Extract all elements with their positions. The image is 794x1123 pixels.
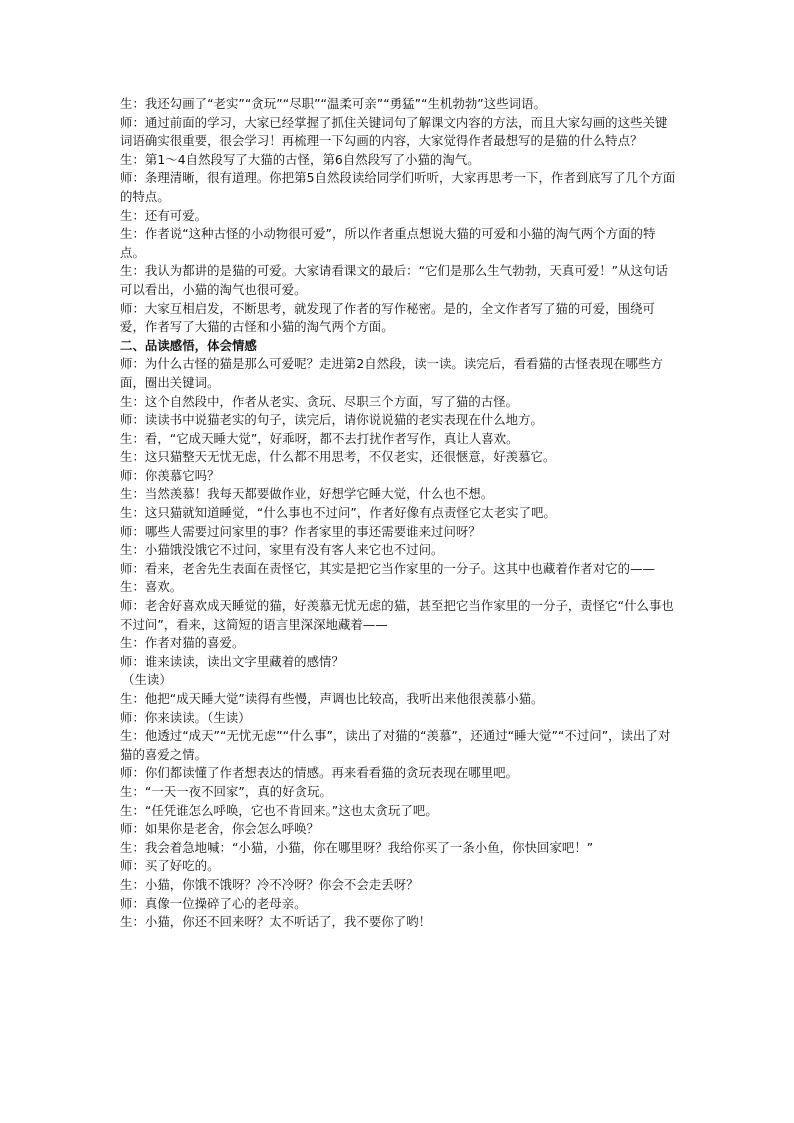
paragraph: 师：如果你是老舍，你会怎么呼唤？	[120, 821, 320, 837]
paragraph: 师：条理清晰，很有道理。你把第5自然段读给同学们听听，大家再思考一下，作者到底写了几个方面的特点。	[120, 170, 676, 204]
paragraph: 生：看，“它成天睡大觉”，好乖呀，都不去打扰作者写作，真让人喜欢。	[120, 430, 519, 446]
paragraph: 师：真像一位操碎了心的老母亲。	[120, 895, 307, 911]
paragraph: 师：你们都读懂了作者想表达的情感。再来看看猫的贪玩表现在哪里吧。	[120, 765, 519, 781]
paragraph: 生：这只猫就知道睡觉，“什么事也不过问”，作者好像有点责怪它太老实了吧。	[120, 505, 556, 521]
paragraph: 生：作者说“这种古怪的小动物很可爱”，所以作者重点想说大猫的可爱和小猫的淘气两个方面的特点。	[120, 226, 656, 260]
paragraph: 师：你羡慕它吗？	[120, 467, 220, 483]
paragraph: 生：作者对猫的喜爱。	[120, 635, 245, 651]
paragraph: 生：他把“成天睡大觉”读得有些慢，声调也比较高，我听出来他很羡慕小猫。	[120, 691, 544, 706]
paragraph: 师：谁来读读，读出文字里藏着的感情？	[120, 653, 344, 669]
paragraph: 生：我会着急地喊：“小猫，小猫，你在哪里呀？我给你买了一条小鱼，你快回家吧！”	[120, 839, 594, 855]
paragraph: 生：我认为都讲的是猫的可爱。大家请看课文的最后：“它们是那么生气勃勃，天真可爱！”从这句话可以看出，小猫的淘气也很可爱。	[120, 263, 668, 297]
paragraph: 生：我还勾画了“老实”“贪玩”“尽职”“温柔可亲”“勇猛”“生机勃勃”这些词语。	[120, 96, 546, 111]
section-heading: 二、品读感悟，体会情感	[120, 337, 257, 353]
paragraph: 师：哪些人需要过问家里的事？作者家里的事还需要谁来过问呀？	[120, 523, 481, 539]
paragraph: 师：看来，老舍先生表面在责怪它，其实是把它当作家里的一分子。这其中也藏着作者对它的——	[120, 560, 655, 576]
document-page	[120, 95, 676, 932]
paragraph: 生：当然羡慕！我每天都要做作业，好想学它睡大觉，什么也不想。	[120, 486, 494, 502]
paragraph: 师：读读书中说猫老实的句子，读完后，请你说说猫的老实表现在什么地方。	[120, 412, 543, 428]
paragraph: 师：通过前面的学习，大家已经掌握了抓住关键词句了解课文内容的方法，而且大家勾画的这些关键词语确实很重要，很会学习！再梳理一下勾画的内容，大家觉得作者最想写的是猫的什么特点？	[120, 114, 668, 149]
paragraph: 师：买了好吃的。	[120, 858, 220, 874]
paragraph: 生：“任凭谁怎么呼唤，它也不肯回来。”这也太贪玩了吧。	[120, 802, 438, 818]
paragraph: 师：你来读读。（生读）	[120, 709, 251, 725]
paragraph: 师：老舍好喜欢成天睡觉的猫，好羡慕无忧无虑的猫，甚至把它当作家里的一分子，责怪它“什么事也不过问”，看来，这简短的语言里深深地藏着——	[120, 598, 674, 632]
paragraph: 生：还有可爱。	[120, 207, 208, 223]
paragraph: 生：他透过“成天”“无忧无虑”“什么事”，读出了对猫的“羡慕”，还通过“睡大觉”“不过问”，读出了对猫的喜爱之情。	[120, 728, 671, 762]
paragraph: 生：小猫，你饿不饿呀？冷不冷呀？你会不会走丢呀？	[120, 876, 419, 892]
paragraph: 生：喜欢。	[120, 579, 183, 595]
paragraph: 生：“一天一夜不回家”，真的好贪玩。	[120, 783, 332, 799]
paragraph: 生：这个自然段中，作者从老实、贪玩、尽职三个方面，写了猫的古怪。	[120, 393, 519, 409]
paragraph: 生：小猫饿没饿它不过问，家里有没有客人来它也不过问。	[120, 542, 444, 558]
paragraph: 生：小猫，你还不回来呀？太不听话了，我不要你了哟！	[120, 914, 432, 930]
paragraph: 师：大家互相启发，不断思考，就发现了作者的写作秘密。是的，全文作者写了猫的可爱，围绕可爱，作者写了大猫的古怪和小猫的淘气两个方面。	[120, 300, 655, 335]
paragraph: 生：第1～4自然段写了大猫的古怪，第6自然段写了小猫的淘气。	[120, 151, 480, 167]
paragraph: 生：这只猫整天无忧无虑，什么都不用思考，不仅老实，还很惬意，好羡慕它。	[120, 449, 556, 465]
stage-direction: （生读）	[122, 672, 172, 688]
paragraph: 师：为什么古怪的猫是那么可爱呢？走进第2自然段，读一读。读完后，看看猫的古怪表现在哪些方面，圈出关键词。	[120, 356, 663, 390]
